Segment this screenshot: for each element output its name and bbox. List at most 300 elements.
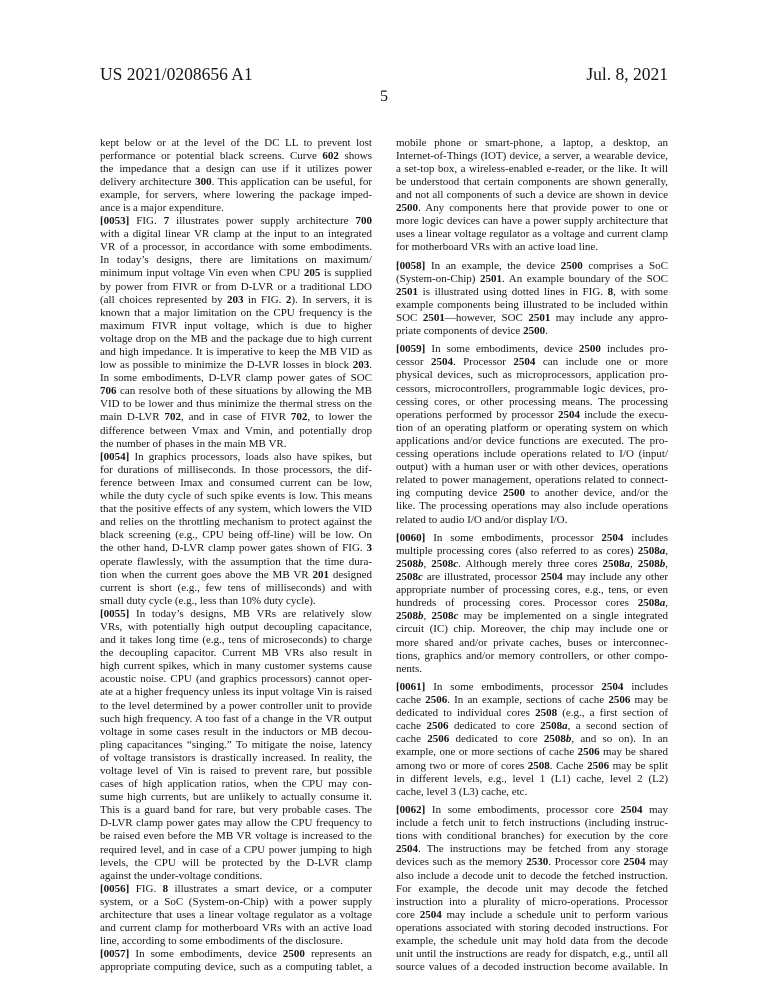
text-run: hundreds of processing cores. Processor cores: [396, 597, 638, 610]
text-run: cache, level 3 (L3) cache, etc.: [396, 785, 528, 798]
text-line: [396, 681, 668, 694]
reference-numeral: 2508: [527, 759, 550, 772]
text-line: [100, 896, 372, 909]
text-run: . In an example, sections of cache: [447, 694, 609, 707]
text-line: [396, 163, 668, 176]
reference-numeral: 2508: [637, 557, 660, 570]
text-run: also include a decode unit to decode the fetched instruction.: [396, 869, 668, 882]
text-run: . Processor: [452, 356, 514, 369]
text-line: [396, 286, 668, 299]
text-run: ). In servers, it is: [291, 293, 372, 306]
paragraph: [396, 681, 668, 799]
text-line: [396, 746, 668, 759]
text-line: [396, 870, 668, 883]
text-run: system, or a SoC (System-on-Chip) with a power supply: [100, 895, 372, 908]
text-line: [396, 356, 668, 369]
text-line: [100, 451, 372, 464]
text-run: ance is a major expenditure.: [100, 201, 224, 214]
reference-numeral: 2504: [419, 908, 442, 921]
text-line: [396, 786, 668, 799]
text-line: [100, 137, 372, 150]
text-line: [100, 529, 372, 542]
reference-numeral-suffix: a: [659, 597, 666, 610]
text-line: [100, 673, 372, 686]
reference-numeral-suffix: b: [418, 557, 424, 570]
reference-numeral: 203: [227, 293, 244, 306]
text-line: [396, 215, 668, 228]
text-run: In some embodiments, processor core: [425, 804, 621, 817]
text-run: example, one or more sections of cache: [396, 746, 578, 759]
text-line: [100, 320, 372, 333]
reference-numeral: 2504: [557, 408, 580, 421]
reference-numeral: 2508: [637, 597, 660, 610]
text-line: [100, 281, 372, 294]
reference-numeral: 2508: [431, 610, 454, 623]
text-run: . Any components here that provide power to one or: [418, 201, 668, 214]
text-run: , and so on). In an: [571, 733, 668, 746]
reference-numeral-suffix: c: [453, 557, 459, 570]
paragraph: [100, 608, 372, 883]
text-line: [100, 346, 372, 359]
reference-numeral: 2500: [282, 948, 305, 961]
text-run: tions, graphics and/or memory controllers, or other compo-: [396, 649, 668, 662]
reference-numeral: 2504: [430, 356, 453, 369]
text-line: [100, 804, 372, 817]
reference-numeral: 2506: [608, 694, 631, 707]
text-run: performance or potential black screens. Curve: [100, 149, 323, 162]
text-run: In some embodiments, processor: [425, 531, 602, 544]
reference-numeral: 2501: [480, 272, 503, 285]
text-run: example, the schedule unit may hold data from the decode: [396, 934, 668, 947]
text-line: [396, 830, 668, 843]
text-run: by power from FIVR or from D-LVR or a traditional LDO: [100, 280, 372, 293]
text-line: [100, 791, 372, 804]
reference-numeral: 2500: [560, 259, 583, 272]
text-line: [100, 333, 372, 346]
text-run: output) with a human user or with other devices, operations: [396, 461, 668, 474]
text-line: [100, 765, 372, 778]
text-run: maximum FIVR input voltage, which is due to higher: [100, 319, 372, 332]
reference-numeral-suffix: b: [418, 610, 424, 623]
text-line: [100, 294, 372, 307]
text-line: [396, 409, 668, 422]
text-run: cache: [396, 733, 428, 746]
text-run: in FIG.: [243, 293, 286, 306]
text-run: may be implemented on a single integrated: [458, 610, 668, 623]
text-run: delivery architecture: [100, 175, 196, 188]
text-line: [396, 260, 668, 273]
text-line: [396, 273, 668, 286]
text-run: . Processor core: [548, 856, 624, 869]
text-run: that the positive effects of any system, which lowers the VID: [100, 503, 372, 516]
text-run: ference between Imax and consumed current can be low,: [100, 476, 372, 489]
text-run: example components being illustrated to be included within: [396, 298, 668, 311]
text-line: [100, 569, 372, 582]
text-run: , and in case of FIVR: [180, 411, 291, 424]
text-run: may: [642, 804, 668, 817]
reference-numeral: 2500: [502, 487, 525, 500]
text-column-right: [396, 137, 668, 975]
paragraph-number: [0055]: [100, 607, 130, 620]
text-run: , with some: [613, 285, 668, 298]
text-run: voltage level of Vin is raised to prevent rare, but possible: [100, 765, 372, 777]
text-run: unit until the instructions are ready for dispatch, e.g., until all: [396, 948, 668, 961]
text-run: sume high currents, but are unlikely to actually consume it.: [100, 791, 372, 804]
text-run: tion of an operating platform or operating system on which: [396, 421, 668, 434]
text-line: [100, 857, 372, 870]
text-run: example, for servers, where lowering the package imped-: [100, 188, 372, 201]
paragraph-number: [0061]: [396, 681, 426, 693]
text-line: [396, 650, 668, 663]
text-line: [396, 804, 668, 817]
text-line: [396, 176, 668, 189]
text-line: [396, 369, 668, 382]
text-line: [100, 542, 372, 555]
text-run: designed: [329, 568, 372, 581]
text-run: . This application can be useful, for: [211, 175, 372, 188]
text-run: . An example boundary of the SOC: [502, 272, 668, 285]
text-run: include a fetch unit to fetch instructions (including instruc-: [396, 817, 668, 830]
text-run: devices such as the memory: [396, 856, 527, 869]
reference-numeral: 2508: [543, 733, 566, 746]
text-run: low as possible to minimize the D-LVR losses in block: [100, 359, 353, 372]
text-line: [396, 343, 668, 356]
text-run: multiple processing cores (also referred to as cores): [396, 544, 638, 557]
text-run: cessing operations include operations related to I/O (input/: [396, 448, 668, 461]
text-run: In some embodiments, processor: [425, 681, 602, 693]
text-line: [396, 773, 668, 786]
text-run: related to audio I/O and/or display I/O.: [396, 513, 568, 526]
text-run: ,: [665, 557, 669, 570]
text-run: —however, SOC: [444, 311, 529, 324]
reference-numeral: 8: [162, 882, 169, 895]
text-line: [100, 359, 372, 372]
text-run: appropriate number of processing cores, e.g., tens, or even: [396, 584, 668, 597]
text-line: [100, 215, 372, 228]
text-line: [396, 720, 668, 733]
text-run: core: [396, 908, 420, 921]
reference-numeral: 2500: [396, 201, 418, 214]
text-run: among two or more of cores: [396, 759, 528, 772]
text-line: [396, 856, 668, 869]
text-run: Internet-of-Things (IOT) device, a server, a wearable device,: [396, 149, 668, 162]
text-run: applications and/or device functions are executed. The pro-: [396, 434, 668, 447]
text-run: may be: [630, 694, 669, 707]
text-run: related to power management, operations related to connect-: [396, 474, 668, 487]
paragraph-number: [0053]: [100, 215, 130, 228]
text-run: and relies on the throttling mechanism to protect against the: [100, 516, 372, 529]
text-run: In some embodiments, device: [129, 948, 283, 961]
text-column-left: [100, 137, 372, 975]
text-run: ,: [423, 557, 432, 570]
text-line: [396, 623, 668, 636]
reference-numeral: 2508: [396, 571, 418, 584]
text-run: with a digital linear VR clamp at the input to an integrated: [100, 228, 372, 241]
text-run: cessing cores, or other processing means. The processing: [396, 395, 668, 408]
text-run: SOC: [396, 311, 423, 324]
paragraph-number: [0059]: [396, 343, 426, 356]
text-run: for motherboard VRs with an active load line.: [396, 241, 599, 254]
text-line: [396, 610, 668, 623]
text-run: .: [545, 325, 548, 337]
text-run: In today’s designs, there are limitations on maximum/: [100, 254, 372, 267]
text-line: [396, 663, 668, 676]
text-run: the other hand, D-LVR clamp power gates shown of FIG.: [100, 542, 367, 555]
text-line: [396, 383, 668, 396]
paragraph-number: [0060]: [396, 531, 426, 544]
text-line: [100, 503, 372, 516]
reference-numeral: 2504: [601, 531, 624, 544]
text-run: cases of high application ratios, when the CPU may con-: [100, 778, 372, 791]
text-run: circuit (IC) chip. Moreover, the chip may include one or: [396, 623, 668, 636]
text-line: [100, 307, 372, 320]
text-run: FIG.: [129, 882, 163, 895]
text-line: [396, 474, 668, 487]
text-run: of voltage transistors is drastically increased. In reality, the: [100, 751, 372, 764]
paragraph: [100, 137, 372, 216]
text-line: [100, 202, 372, 215]
publication-number: US 2021/0208656 A1: [100, 64, 253, 84]
text-line: [100, 595, 372, 608]
reference-numeral-suffix: a: [562, 720, 568, 733]
text-run: be understood that certain components are shown generally,: [396, 175, 668, 188]
text-line: [100, 464, 372, 477]
text-run: and high impedance. It is imperative to keep the MB VID as: [100, 346, 372, 358]
text-line: [396, 760, 668, 773]
reference-numeral: 8: [607, 285, 614, 298]
paragraph: [396, 137, 668, 255]
reference-numeral: 2504: [396, 843, 418, 856]
text-run: line, according to some embodiments of the disclosure.: [100, 935, 343, 948]
reference-numeral-suffix: a: [624, 557, 631, 570]
text-line: [100, 700, 372, 713]
text-line: [100, 948, 372, 961]
text-run: can include one or more: [535, 356, 668, 369]
reference-numeral: 2508: [396, 610, 418, 623]
text-run: and it takes long time (e.g., tens of microseconds) to charge: [100, 634, 372, 647]
text-line: [100, 739, 372, 752]
text-line: [396, 637, 668, 650]
text-line: [396, 189, 668, 202]
text-line: [100, 870, 372, 883]
reference-numeral-suffix: c: [418, 571, 423, 584]
text-run: illustrates power supply architecture: [169, 215, 356, 228]
text-line: [100, 647, 372, 660]
text-run: appropriate computing device, such as a computing tablet, a: [100, 961, 372, 974]
reference-numeral-suffix: a: [659, 544, 666, 557]
text-run: and not all components of such a device are shown in device: [396, 188, 668, 201]
text-line: [396, 461, 668, 474]
text-line: [396, 883, 668, 896]
paragraph: [396, 260, 668, 339]
text-run: In some embodiments, D-LVR clamp power gates of SOC: [100, 372, 372, 385]
text-run: architecture that uses a linear voltage regulator as a voltage: [100, 909, 372, 922]
text-line: [100, 372, 372, 385]
reference-numeral: 3: [366, 542, 372, 555]
text-run: ing computing device: [396, 487, 503, 500]
text-line: [100, 385, 372, 398]
text-run: the decoupling capacitor. Current MB VRs also result in: [100, 647, 372, 660]
text-line: [396, 896, 668, 909]
page-number: 5: [380, 88, 388, 105]
reference-numeral: 2504: [540, 571, 563, 584]
text-line: [100, 726, 372, 739]
text-line: [396, 228, 668, 241]
text-run: to another device, and/or the: [524, 487, 668, 500]
text-run: ate at a higher frequency unless its input voltage Vin is raised: [100, 686, 372, 699]
text-line: [100, 411, 372, 424]
paragraph: [100, 883, 372, 948]
text-run: may: [645, 856, 668, 869]
text-run: source values of a decoded instruction become available. In: [396, 961, 668, 974]
text-run: For example, the decode unit may decode the fetched: [396, 882, 668, 895]
text-line: [100, 621, 372, 634]
text-run: the number of phases in the main MB VR.: [100, 437, 287, 450]
text-run: mobile phone or smart-phone, a laptop, a desktop, an: [396, 136, 668, 149]
text-line: [100, 686, 372, 699]
text-run: In an example, the device: [425, 259, 561, 272]
text-line: [396, 817, 668, 830]
text-line: [396, 312, 668, 325]
text-run: while the duty cycle of such spike events is low. This means: [100, 490, 372, 503]
text-line: [396, 137, 668, 150]
text-run: , a second section of: [567, 720, 669, 733]
text-line: [396, 694, 668, 707]
text-line: [396, 935, 668, 948]
text-line: [396, 448, 668, 461]
text-run: shows: [338, 149, 372, 162]
paragraph-number: [0058]: [396, 259, 426, 272]
text-line: [396, 514, 668, 527]
text-line: [100, 778, 372, 791]
text-run: small duty cycle (e.g., less than 10% duty cycle).: [100, 594, 316, 607]
text-run: (e.g., a first section of: [557, 707, 668, 720]
text-run: represents an: [304, 948, 372, 961]
paragraph: [396, 804, 668, 974]
text-run: FIG.: [129, 215, 164, 228]
text-line: [396, 597, 668, 610]
text-run: may include any other: [562, 571, 668, 584]
text-run: comprises a SoC: [582, 259, 668, 272]
text-run: dedicated to individual cores: [396, 707, 536, 720]
text-run: kept below or at the level of the DC LL to prevent lost: [100, 136, 372, 149]
text-line: [396, 733, 668, 746]
text-run: dedicated to core: [449, 733, 544, 746]
text-run: includes: [623, 531, 668, 544]
paragraph: [100, 215, 372, 451]
reference-numeral: 706: [100, 385, 117, 398]
reference-numeral: 2508: [431, 557, 454, 570]
text-run: are illustrated, processor: [422, 571, 541, 584]
text-run: ,: [630, 557, 638, 570]
text-run: include the execu-: [579, 408, 668, 421]
text-line: [100, 844, 372, 857]
text-run: more logic devices can have a power supply architecture that: [396, 215, 668, 228]
reference-numeral: 2500: [578, 343, 601, 356]
text-run: may be shared: [599, 746, 668, 759]
reference-numeral: 2504: [620, 804, 643, 817]
text-line: [396, 487, 668, 500]
text-run: voltage drop on the MB and the package due to high current: [100, 332, 372, 345]
reference-numeral: 2506: [425, 694, 448, 707]
text-line: [100, 516, 372, 529]
text-line: [396, 150, 668, 163]
reference-numeral: 2501: [422, 311, 445, 324]
reference-numeral: 602: [322, 149, 339, 162]
reference-numeral: 2508: [637, 544, 660, 557]
reference-numeral: 2504: [623, 856, 646, 869]
text-run: such high frequency. A too fast of a change in the VR output: [100, 712, 372, 725]
reference-numeral: 2504: [601, 681, 624, 693]
text-run: cache: [396, 694, 426, 707]
reference-numeral: 2500: [523, 325, 546, 337]
reference-numeral: 2501: [396, 285, 418, 298]
text-run: acoustic noise. CPU (and graphics processors) cannot oper-: [100, 673, 372, 686]
reference-numeral: 2504: [513, 356, 536, 369]
text-run: against the under-voltage conditions.: [100, 869, 263, 882]
text-line: [396, 948, 668, 961]
reference-numeral-suffix: b: [659, 557, 666, 570]
text-line: [100, 228, 372, 241]
text-run: ,: [423, 610, 432, 623]
text-line: [100, 909, 372, 922]
reference-numeral: 2506: [587, 759, 610, 772]
text-run: black screening (e.g., CPU being off-line) will be low. On: [100, 529, 372, 542]
text-line: [100, 150, 372, 163]
text-run: the impedance that a design can use if it utilizes power: [100, 162, 372, 175]
text-run: can resolve both of these situations by allowing the MB: [116, 385, 372, 398]
text-run: nents.: [396, 662, 422, 675]
text-run: levels, the CPU will be protected by the D-LVR clamp: [100, 856, 372, 869]
text-run: is supplied: [320, 267, 372, 280]
text-run: ,: [665, 597, 668, 610]
text-run: operate flawlessly, with the assumption that the time dura-: [100, 555, 372, 568]
text-run: required level, and in case of a CPU power jumping to high: [100, 843, 372, 856]
text-run: in different levels, e.g., level 1 (L1) cache, level 2 (L2): [396, 772, 668, 785]
reference-numeral: 201: [312, 568, 330, 581]
text-line: [100, 830, 372, 843]
text-line: [100, 490, 372, 503]
text-run: instruction into a plurality of micro-operations. Processor: [396, 895, 668, 908]
reference-numeral: 2508: [540, 720, 563, 733]
text-line: [396, 584, 668, 597]
text-line: [100, 713, 372, 726]
text-line: [396, 396, 668, 409]
text-run: known that a major limitation on the CPU frequency is the: [100, 306, 372, 319]
text-line: [100, 254, 372, 267]
text-line: [100, 556, 372, 569]
paragraph-number: [0057]: [100, 948, 130, 961]
text-run: . Although merely three cores: [458, 557, 603, 570]
text-run: operations performed by processor: [396, 408, 558, 421]
text-run: may be split: [609, 759, 668, 772]
reference-numeral: 2: [285, 293, 292, 306]
text-run: D-LVR clamp power gates may allow the CPU frequency to: [100, 817, 372, 830]
text-line: [396, 707, 668, 720]
text-run: high current spikes, which in many customer systems cause: [100, 660, 372, 673]
text-line: [396, 422, 668, 435]
text-run: like. The processing operations may also include operations: [396, 500, 668, 513]
text-line: [100, 817, 372, 830]
reference-numeral: 300: [195, 175, 212, 188]
text-run: (all choices represented by: [100, 293, 228, 306]
paragraph: [100, 948, 372, 974]
reference-numeral: 2508: [396, 557, 418, 570]
text-line: [100, 608, 372, 621]
text-run: This is a guard band for rare, but very probable cases. The: [100, 804, 372, 817]
paragraph: [396, 343, 668, 526]
text-line: [100, 883, 372, 896]
